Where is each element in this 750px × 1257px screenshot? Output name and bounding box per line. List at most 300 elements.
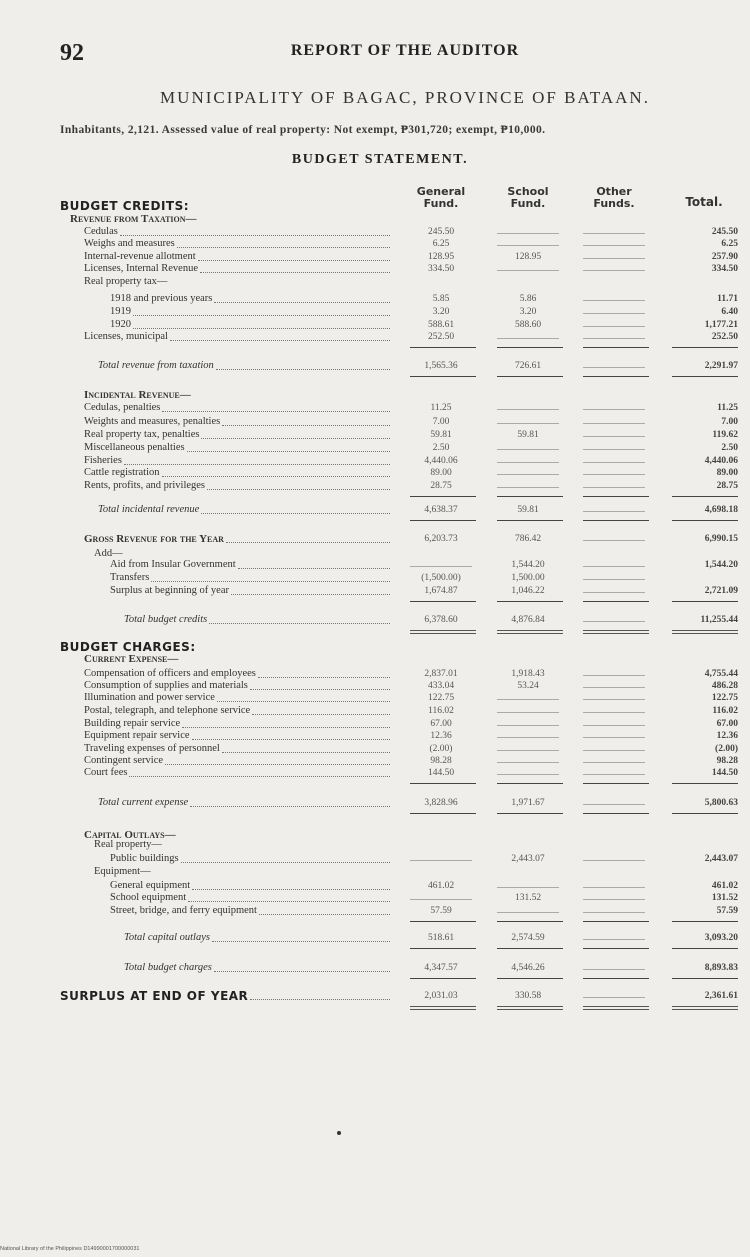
cell-general: 7.00: [432, 417, 450, 427]
table-row: [0, 467, 750, 479]
dot-leader: [231, 594, 390, 595]
dot-leader: [181, 862, 390, 863]
cell-school: 128.95: [514, 252, 542, 262]
cell-general: 4,347.57: [424, 963, 458, 973]
cell-school: 1,046.22: [511, 586, 545, 596]
row-label: 1919: [110, 306, 131, 317]
cell-general: 5.85: [432, 294, 450, 304]
cell-total: 119.62: [712, 430, 738, 440]
row-label: School equipment: [110, 892, 187, 903]
empty-cell-dash: [583, 969, 645, 970]
total-rule: [672, 347, 738, 348]
empty-cell-dash: [583, 579, 645, 580]
empty-cell-dash: [497, 270, 559, 271]
row-label: Rents, profits, and privileges: [84, 480, 206, 491]
row-label: Cedulas, penalties: [84, 402, 161, 413]
double-rule: [583, 630, 649, 634]
cell-total: 11.25: [717, 403, 738, 413]
row-label: Fisheries: [84, 455, 122, 466]
table-row: [0, 730, 750, 742]
cell-total: 12.36: [716, 731, 738, 741]
empty-cell-dash: [583, 233, 645, 234]
cell-general: 245.50: [427, 227, 455, 237]
table-row: [0, 455, 750, 467]
total-rule: [410, 347, 476, 348]
total-rule: [497, 496, 563, 497]
total-rule: [497, 347, 563, 348]
empty-cell-dash: [583, 474, 645, 475]
dot-leader: [192, 739, 390, 740]
dot-leader: [258, 677, 390, 678]
cell-school: 53.24: [517, 681, 539, 691]
cell-general: 89.00: [430, 468, 452, 478]
cell-general: 122.75: [427, 693, 455, 703]
empty-cell-dash: [497, 474, 559, 475]
dot-leader: [182, 727, 390, 728]
cell-school: 1,544.20: [511, 560, 545, 570]
ink-speck: [337, 1131, 341, 1135]
row-label: Traveling expenses of personnel: [84, 743, 220, 754]
row-label: Contingent service: [84, 755, 164, 766]
cell-school: 3.20: [519, 307, 537, 317]
total-rule: [497, 520, 563, 521]
row-label: Equipment repair service: [84, 730, 190, 741]
dot-leader: [124, 464, 390, 465]
empty-cell-dash: [583, 409, 645, 410]
row-label: 1920: [110, 319, 131, 330]
table-row: [0, 331, 750, 343]
row-label: Total revenue from taxation: [98, 360, 214, 371]
row-label: SURPLUS AT END OF YEAR: [60, 989, 249, 1003]
empty-cell-dash: [583, 436, 645, 437]
empty-cell-dash: [583, 338, 645, 339]
empty-cell-dash: [583, 511, 645, 512]
row-label: Gross Revenue for the Year: [84, 533, 224, 545]
row-label: Consumption of supplies and materials: [84, 680, 248, 691]
empty-cell-dash: [583, 699, 645, 700]
empty-cell-dash: [497, 462, 559, 463]
table-row: [0, 866, 750, 878]
empty-cell-dash: [497, 725, 559, 726]
cell-total: 486.28: [711, 681, 738, 691]
dot-leader: [162, 411, 390, 412]
empty-cell-dash: [583, 566, 645, 567]
cell-total: 2.50: [721, 443, 738, 453]
cell-school: 131.52: [514, 893, 542, 903]
cell-general: 57.59: [430, 906, 452, 916]
empty-cell-dash: [497, 233, 559, 234]
empty-cell-dash: [583, 540, 645, 541]
dot-leader: [214, 302, 390, 303]
cell-total: 98.28: [716, 756, 738, 766]
cell-total: 245.50: [711, 227, 738, 237]
table-row: [0, 200, 750, 212]
cell-total: 116.02: [712, 706, 738, 716]
cell-total: 3,093.20: [704, 933, 738, 943]
empty-cell-dash: [583, 270, 645, 271]
empty-cell-dash: [583, 462, 645, 463]
running-head: REPORT OF THE AUDITOR: [290, 42, 520, 59]
total-rule: [583, 496, 649, 497]
cell-general: 67.00: [430, 719, 452, 729]
table-row: [0, 743, 750, 755]
row-label: BUDGET CHARGES:: [60, 640, 196, 654]
total-rule: [497, 978, 563, 979]
empty-cell-dash: [497, 245, 559, 246]
total-rule: [497, 601, 563, 602]
dot-leader: [151, 581, 390, 582]
cell-general: 252.50: [427, 332, 455, 342]
empty-cell-dash: [410, 566, 472, 567]
cell-general: 12.36: [430, 731, 452, 741]
cell-total: 2,721.09: [704, 586, 738, 596]
total-rule: [410, 978, 476, 979]
row-label: Real property—: [94, 839, 162, 850]
empty-cell-dash: [497, 409, 559, 410]
row-label: Add—: [94, 548, 123, 559]
total-rule: [497, 813, 563, 814]
table-row: [0, 990, 750, 1002]
total-rule: [410, 921, 476, 922]
table-row: [0, 429, 750, 441]
empty-cell-dash: [583, 725, 645, 726]
table-row: [0, 892, 750, 904]
cell-total: 7.00: [721, 417, 738, 427]
double-rule: [672, 1006, 738, 1010]
dot-leader: [216, 369, 390, 370]
table-row: [0, 853, 750, 865]
empty-cell-dash: [497, 449, 559, 450]
empty-cell-dash: [583, 245, 645, 246]
table-row: [0, 572, 750, 584]
empty-cell-dash: [583, 675, 645, 676]
dot-leader: [198, 260, 390, 261]
row-label: Postal, telegraph, and telephone service: [84, 705, 251, 716]
empty-cell-dash: [497, 762, 559, 763]
table-row: [0, 641, 750, 653]
cell-general: 433.04: [427, 681, 455, 691]
empty-cell-dash: [497, 750, 559, 751]
cell-school: 4,546.26: [511, 963, 545, 973]
table-row: [0, 251, 750, 263]
dot-leader: [133, 315, 390, 316]
table-row: [0, 755, 750, 767]
table-row: [0, 480, 750, 492]
column-header-school-label: School Fund.: [507, 185, 549, 210]
table-row: [0, 533, 750, 545]
empty-cell-dash: [583, 313, 645, 314]
total-rule: [672, 921, 738, 922]
empty-cell-dash: [583, 449, 645, 450]
cell-general: 4,440.06: [424, 456, 458, 466]
empty-cell-dash: [583, 687, 645, 688]
table-row: [0, 680, 750, 692]
cell-school: 5.86: [519, 294, 537, 304]
table-row: [0, 238, 750, 250]
table-row: [0, 767, 750, 779]
double-rule: [497, 630, 563, 634]
cell-school: 1,500.00: [511, 573, 545, 583]
cell-total: 5,800.63: [704, 798, 738, 808]
row-label: Incidental Revenue—: [84, 389, 191, 401]
empty-cell-dash: [497, 737, 559, 738]
dot-leader: [162, 476, 390, 477]
dot-leader: [165, 764, 390, 765]
empty-cell-dash: [497, 423, 559, 424]
empty-cell-dash: [497, 912, 559, 913]
dot-leader: [214, 971, 390, 972]
row-label: Licenses, municipal: [84, 331, 168, 342]
row-label: Building repair service: [84, 718, 181, 729]
empty-cell-dash: [583, 712, 645, 713]
cell-general: 2,031.03: [424, 991, 458, 1001]
table-row: [0, 416, 750, 428]
cell-general: 6.25: [432, 239, 450, 249]
table-row: [0, 718, 750, 730]
empty-cell-dash: [583, 487, 645, 488]
total-rule: [583, 783, 649, 784]
cell-school: 2,443.07: [511, 854, 545, 864]
row-label: Capital Outlays—: [84, 829, 176, 841]
row-label: Public buildings: [110, 853, 179, 864]
dot-leader: [207, 489, 390, 490]
table-row: [0, 504, 750, 516]
double-rule: [672, 630, 738, 634]
cell-total: 8,893.83: [704, 963, 738, 973]
empty-cell-dash: [583, 762, 645, 763]
double-rule: [583, 1006, 649, 1010]
row-label: Transfers: [110, 572, 150, 583]
table-row: [0, 797, 750, 809]
total-rule: [672, 601, 738, 602]
empty-cell-dash: [410, 860, 472, 861]
table-row: [0, 668, 750, 680]
cell-total: 2,443.07: [704, 854, 738, 864]
cell-total: 2,361.61: [704, 991, 738, 1001]
row-label: Illumination and power service: [84, 692, 215, 703]
empty-cell-dash: [583, 899, 645, 900]
cell-general: 59.81: [430, 430, 452, 440]
cell-total: 4,755.44: [704, 669, 738, 679]
cell-general: 2,837.01: [424, 669, 458, 679]
total-rule: [410, 376, 476, 377]
dot-leader: [129, 776, 390, 777]
page-number: 92: [60, 40, 84, 66]
dot-leader: [222, 425, 390, 426]
double-rule: [497, 1006, 563, 1010]
table-row: [0, 306, 750, 318]
empty-cell-dash: [497, 887, 559, 888]
cell-general: 588.61: [427, 320, 455, 330]
table-row: [0, 962, 750, 974]
cell-general: 128.95: [427, 252, 455, 262]
cell-total: 67.00: [716, 719, 738, 729]
table-row: [0, 905, 750, 917]
cell-general: 2.50: [432, 443, 450, 453]
statement-title: BUDGET STATEMENT.: [291, 152, 469, 167]
empty-cell-dash: [583, 737, 645, 738]
table-row: [0, 932, 750, 944]
total-rule: [497, 376, 563, 377]
dot-leader: [217, 701, 390, 702]
dot-leader: [201, 513, 390, 514]
total-rule: [410, 948, 476, 949]
total-rule: [672, 978, 738, 979]
cell-total: 4,440.06: [704, 456, 738, 466]
table-row: [0, 880, 750, 892]
table-row: [0, 402, 750, 414]
cell-total: 6.25: [721, 239, 738, 249]
dot-leader: [200, 272, 390, 273]
empty-cell-dash: [583, 367, 645, 368]
cell-total: 11,255.44: [700, 615, 738, 625]
cell-school: 59.81: [517, 430, 539, 440]
empty-cell-dash: [583, 300, 645, 301]
row-label: Miscellaneous penalties: [84, 442, 185, 453]
table-row: [0, 276, 750, 288]
table-row: [0, 213, 750, 225]
table-row: [0, 226, 750, 238]
empty-cell-dash: [583, 750, 645, 751]
cell-total: 57.59: [716, 906, 738, 916]
dot-leader: [177, 247, 390, 248]
column-header-general-label: General Fund.: [416, 185, 466, 210]
total-rule: [410, 520, 476, 521]
dot-leader: [190, 806, 390, 807]
table-row: [0, 692, 750, 704]
empty-cell-dash: [583, 774, 645, 775]
total-rule: [583, 948, 649, 949]
table-row: [0, 442, 750, 454]
cell-general: 1,674.87: [424, 586, 458, 596]
empty-cell-dash: [583, 912, 645, 913]
row-label: Total budget credits: [124, 614, 208, 625]
total-rule: [410, 496, 476, 497]
table-row: [0, 614, 750, 626]
table-row: [0, 585, 750, 597]
total-rule: [497, 921, 563, 922]
cell-general: 518.61: [427, 933, 455, 943]
dot-leader: [250, 689, 390, 690]
cell-general: 11.25: [430, 403, 452, 413]
dot-leader: [222, 752, 390, 753]
cell-school: 786.42: [514, 534, 542, 544]
cell-general: 3,828.96: [424, 798, 458, 808]
empty-cell-dash: [410, 899, 472, 900]
dot-leader: [187, 451, 390, 452]
table-row: [0, 263, 750, 275]
row-label: Equipment—: [94, 866, 151, 877]
empty-cell-dash: [583, 592, 645, 593]
cell-school: 2,574.59: [511, 933, 545, 943]
total-rule: [672, 783, 738, 784]
empty-cell-dash: [497, 338, 559, 339]
row-label: Cedulas: [84, 226, 118, 237]
empty-cell-dash: [497, 712, 559, 713]
cell-general: 334.50: [427, 264, 455, 274]
dot-leader: [259, 914, 390, 915]
row-label: Current Expense—: [84, 653, 179, 665]
cell-school: 588.60: [514, 320, 542, 330]
footer-credit: National Library of the Philippines D14990001700000031: [0, 1246, 140, 1252]
row-label: Internal-revenue allotment: [84, 251, 196, 262]
cell-general: 4,638.37: [424, 505, 458, 515]
row-label: Revenue from Taxation—: [70, 213, 197, 225]
table-row: [0, 319, 750, 331]
cell-total: 131.52: [711, 893, 738, 903]
empty-cell-dash: [583, 258, 645, 259]
row-label: Court fees: [84, 767, 128, 778]
inhabitants-line: Inhabitants, 2,121. Assessed value of real property: Not exempt, ₱301,720; exempt, ₱10,000.: [60, 124, 546, 136]
empty-cell-dash: [583, 860, 645, 861]
cell-school: 1,918.43: [511, 669, 545, 679]
row-label: Total capital outlays: [124, 932, 210, 943]
empty-cell-dash: [497, 774, 559, 775]
cell-general: 6,203.73: [424, 534, 458, 544]
cell-total: 461.02: [711, 881, 738, 891]
total-rule: [497, 948, 563, 949]
row-label: Aid from Insular Government: [110, 559, 236, 570]
cell-general: 1,565.36: [424, 361, 458, 371]
cell-total: 257.90: [711, 252, 738, 262]
dot-leader: [192, 889, 390, 890]
column-header-total-label: Total.: [685, 195, 723, 209]
table-row: [0, 653, 750, 665]
dot-leader: [252, 714, 390, 715]
row-label: BUDGET CREDITS:: [60, 199, 190, 213]
total-rule: [583, 921, 649, 922]
table-row: [0, 293, 750, 305]
total-rule: [672, 376, 738, 377]
dot-leader: [212, 941, 390, 942]
dot-leader: [238, 568, 390, 569]
cell-school: 59.81: [517, 505, 539, 515]
cell-total: 4,698.18: [704, 505, 738, 515]
total-rule: [583, 978, 649, 979]
row-label: Cattle registration: [84, 467, 160, 478]
cell-total: 11.71: [717, 294, 738, 304]
cell-school: 4,876.84: [511, 615, 545, 625]
table-row: [0, 360, 750, 372]
empty-cell-dash: [583, 887, 645, 888]
cell-total: 144.50: [711, 768, 738, 778]
cell-general: 461.02: [427, 881, 455, 891]
double-rule: [410, 630, 476, 634]
empty-cell-dash: [583, 423, 645, 424]
dot-leader: [120, 235, 390, 236]
table-row: [0, 389, 750, 401]
cell-general: 116.02: [428, 706, 454, 716]
total-rule: [672, 520, 738, 521]
row-label: Total budget charges: [124, 962, 212, 973]
total-rule: [410, 813, 476, 814]
cell-general: 3.20: [432, 307, 450, 317]
empty-cell-dash: [497, 487, 559, 488]
row-label: 1918 and previous years: [110, 293, 213, 304]
total-rule: [583, 601, 649, 602]
dot-leader: [201, 438, 390, 439]
total-rule: [410, 601, 476, 602]
row-label: Total current expense: [98, 797, 189, 808]
dot-leader: [209, 623, 390, 624]
table-row: [0, 559, 750, 571]
dot-leader: [170, 340, 390, 341]
row-label: Street, bridge, and ferry equipment: [110, 905, 257, 916]
total-rule: [672, 948, 738, 949]
total-rule: [583, 376, 649, 377]
dot-leader: [188, 901, 390, 902]
empty-cell-dash: [583, 804, 645, 805]
